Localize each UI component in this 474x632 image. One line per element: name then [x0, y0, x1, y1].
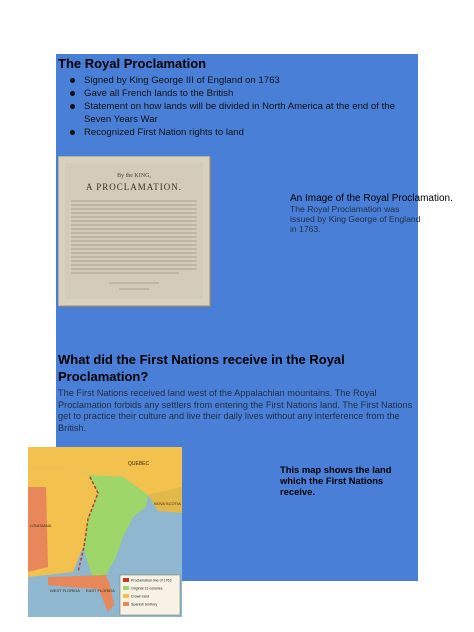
royal-proclamation-image	[58, 156, 210, 306]
section-title-first-nations: What did the First Nations receive in the Royal Proclamation?	[58, 352, 345, 384]
list-item: Statement on how lands will be divided in North America at the end of the Seven Years War	[58, 100, 414, 126]
map-label-west-florida: WEST FLORIDA	[50, 588, 80, 593]
proclamation-map-image	[28, 447, 182, 617]
proclamation-caption-title: An Image of the Royal Proclamation.	[290, 193, 453, 204]
bullet-icon	[70, 78, 75, 83]
proclamation-caption-body: The Royal Proclamation was issued by King George of England in 1763.	[290, 204, 421, 234]
map-legend	[120, 575, 180, 615]
first-nations-paragraph: The First Nations received land west of the Appalachian mountains. The Royal Proclamation forbids any settlers from entering the First Nations land. The First Nations get to practice their culture and live their daily lives without any interference from the British.	[58, 388, 413, 433]
map-caption: This map shows the land which the First Nations receive.	[280, 464, 392, 497]
map-label-nova-scotia: NOVA SCOTIA	[154, 501, 181, 506]
legend-label: Original 13 colonies	[131, 586, 163, 591]
proclamation-document-illustration	[59, 157, 209, 305]
section-title-royal-proclamation: The Royal Proclamation	[58, 56, 207, 71]
map-label-east-florida: EAST FLORIDA	[86, 588, 115, 593]
proclamation-heading-line2: A PROCLAMATION.	[85, 182, 183, 192]
proclamation-heading-line1: By the KING,	[117, 173, 151, 179]
list-item: Gave all French lands to the British	[58, 87, 414, 100]
bullet-icon	[70, 91, 75, 96]
fact-list	[58, 74, 414, 139]
legend-label: Crown land	[131, 594, 150, 599]
map-illustration	[28, 447, 182, 617]
bullet-icon	[70, 104, 75, 109]
list-item: Recognized First Nation rights to land	[58, 126, 414, 139]
louisiana-region	[28, 487, 48, 572]
map-label-quebec: QUEBEC	[128, 461, 150, 467]
map-label-louisiana: LOUISIANA	[30, 523, 52, 528]
legend-label: Proclamation line of 1763	[131, 578, 172, 583]
bullet-icon	[70, 130, 75, 135]
list-item: Signed by King George III of England on 1763	[58, 74, 414, 87]
legend-label: Spanish territory	[131, 602, 158, 607]
